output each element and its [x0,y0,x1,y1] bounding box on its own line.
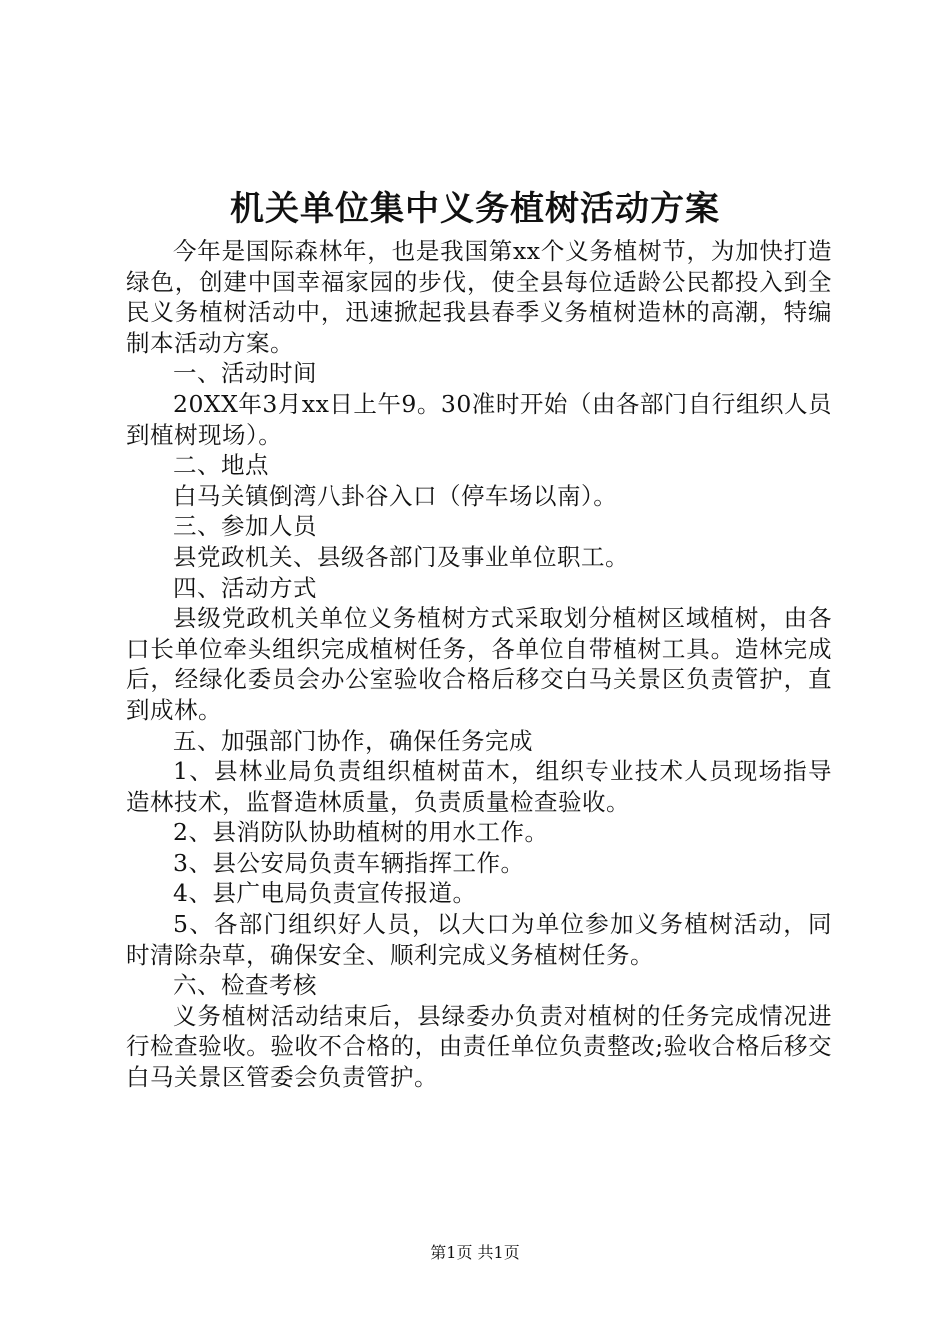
participants-paragraph: 县党政机关、县级各部门及事业单位职工。 [173,542,629,571]
section-heading-inspection: 六、检查考核 [173,971,317,1000]
cooperation-item-2: 2、县消防队协助植树的用水工作。 [173,818,549,847]
time-paragraph: 20XX年3月xx日上午9。30准时开始（由各部门自行组织人员到植树现场）。 [126,389,832,449]
page-footer: 第1页 共1页 [430,1243,520,1262]
section-heading-cooperation: 五、加强部门协作，确保任务完成 [173,726,533,755]
cooperation-item-1: 1、县林业局负责组织植树苗木，组织专业技术人员现场指导造林技术，监督造林质量，负责质量检查验收。 [126,757,832,816]
intro-paragraph: 今年是国际森林年，也是我国第xx个义务植树节，为加快打造绿色，创建中国幸福家园的步伐，使全县每位适龄公民都投入到全民义务植树活动中，迅速掀起我县春季义务植树造林的高潮，特编制本活动方案。 [126,237,832,357]
document-body [126,236,832,1093]
cooperation-item-3: 3、县公安局负责车辆指挥工作。 [173,848,525,877]
inspection-paragraph: 义务植树活动结束后，县绿委办负责对植树的任务完成情况进行检查验收。验收不合格的，由责任单位负责整改;验收合格后移交白马关景区管委会负责管护。 [126,1001,832,1092]
section-heading-time: 一、活动时间 [173,359,317,388]
cooperation-item-5: 5、各部门组织好人员，以大口为单位参加义务植树活动，同时清除杂草，确保安全、顺利完成义务植树任务。 [126,910,832,969]
document-title: 机关单位集中义务植树活动方案 [230,189,720,229]
section-heading-method: 四、活动方式 [173,573,317,602]
location-paragraph: 白马关镇倒湾八卦谷入口（停车场以南）。 [173,481,618,510]
section-heading-participants: 三、参加人员 [173,512,317,541]
section-heading-location: 二、地点 [173,451,269,480]
cooperation-item-4: 4、县广电局负责宣传报道。 [173,879,477,908]
method-paragraph: 县级党政机关单位义务植树方式采取划分植树区域植树，由各口长单位牵头组织完成植树任务，各单位自带植树工具。造林完成后，经绿化委员会办公室验收合格后移交白马关景区负责管护，直到成林。 [126,604,832,724]
